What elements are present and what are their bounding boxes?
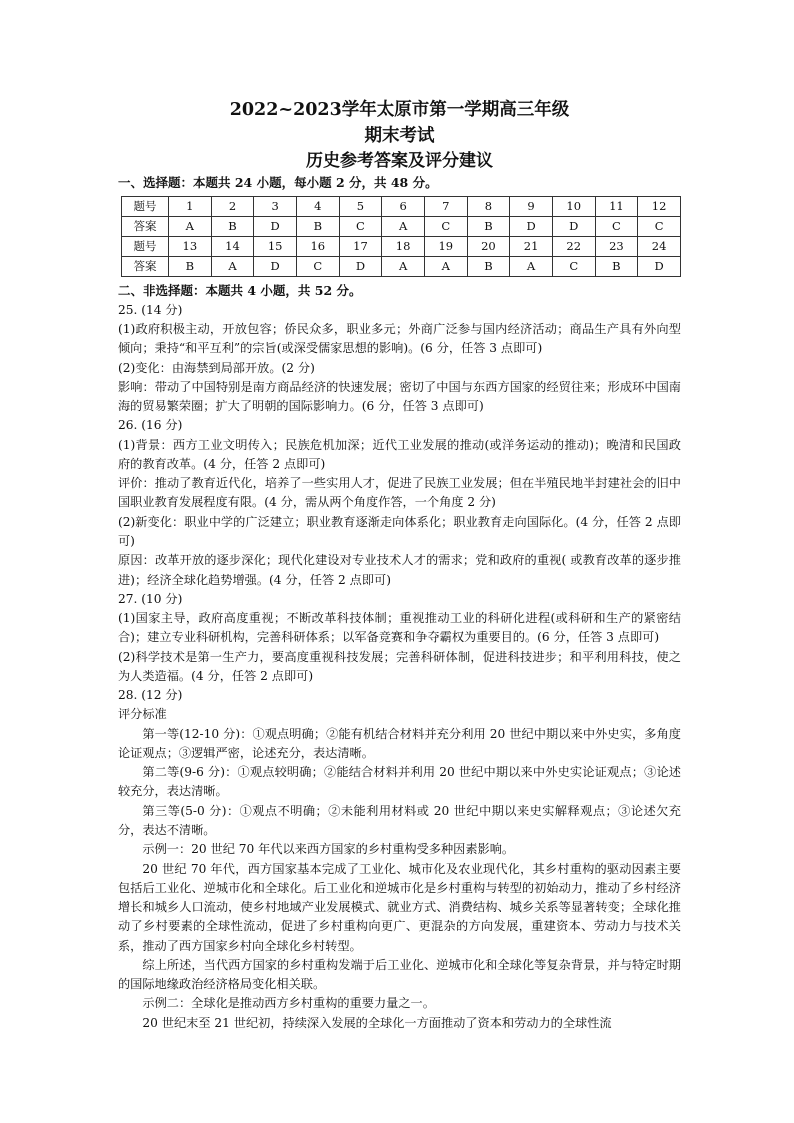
number-cell: 3 [254, 197, 297, 217]
section-2-heading: 二、非选择题：本题共 4 小题，共 52 分。 [118, 283, 362, 299]
number-cell: 17 [339, 237, 382, 257]
answer-label-cell: 答案 [122, 257, 169, 277]
answer-cell: A [510, 257, 553, 277]
document-page [118, 97, 681, 1033]
answer-cell: B [467, 217, 510, 237]
answer-cell: D [510, 217, 553, 237]
answer-cell: A [424, 257, 467, 277]
number-cell: 19 [424, 237, 467, 257]
example-1-body: 20 世纪 70 年代，西方国家基本完成了工业化、城市化及农业现代化，其乡村重构的驱动因素主要包括后工业化、逆城市化和全球化。后工业化和逆城市化是乡村重构与转型的初始动力，推动了乡村经济增长和城乡人口流动，使乡村地域产业发展模式、就业方式、消费结构、城乡关系等显著转变；全球化推动了乡村要素的全球性流动，促进了乡村重构向更广、更混杂的方向发展，重建资本、劳动力与技术关系，推动了西方国家乡村向全球化乡村转型。 [118, 861, 681, 953]
number-cell: 21 [510, 237, 553, 257]
question-25-header: 25. (14 分) [118, 302, 183, 317]
scoring-criteria-label: 评分标准 [118, 707, 167, 722]
answer-label-cell: 答案 [122, 217, 169, 237]
question-25-part-2-impact: 影响：带动了中国特别是南方商品经济的快速发展；密切了中国与东西方国家的经贸往来；形成环中国南海的贸易繁荣圈；扩大了明朝的国际影响力。(6 分，任答 3 点即可) [118, 379, 681, 414]
answer-cell: D [254, 217, 297, 237]
answer-table-row-answers-2 [122, 257, 681, 277]
answer-cell: C [424, 217, 467, 237]
answer-cell: B [296, 217, 339, 237]
header-label-cell: 题号 [122, 237, 169, 257]
answer-cell: A [382, 217, 425, 237]
number-cell: 20 [467, 237, 510, 257]
number-cell: 23 [595, 237, 638, 257]
answer-cell: A [169, 217, 212, 237]
number-cell: 8 [467, 197, 510, 217]
number-cell: 11 [595, 197, 638, 217]
answer-cell: A [211, 257, 254, 277]
question-25-part-2-change: (2)变化：由海禁到局部开放。(2 分) [118, 360, 315, 375]
number-cell: 2 [211, 197, 254, 217]
question-26-part-2-changes: (2)新变化：职业中学的广泛建立；职业教育逐渐走向体系化；职业教育走向国际化。(4 分，任答 2 点即可) [118, 514, 681, 548]
answer-cell: D [254, 257, 297, 277]
answer-cell: C [296, 257, 339, 277]
number-cell: 24 [638, 237, 681, 257]
number-cell: 7 [424, 197, 467, 217]
answer-cell: C [638, 217, 681, 237]
answer-cell: B [169, 257, 212, 277]
answer-cell: C [339, 217, 382, 237]
question-28-header: 28. (12 分) [118, 688, 183, 703]
question-27-part-1: (1)国家主导，政府高度重视；不断改革科技体制；重视推动工业的科研化进程(或科研和生产的紧密结合)；建立专业科研机构，完善科研体系；以军备竞赛和争夺霸权为重要目的。(6 分，任答 3 点即可) [118, 611, 681, 645]
question-26-part-2-reasons: 原因：改革开放的逐步深化；现代化建设对专业技术人才的需求；党和政府的重视( 或教育改革的逐步推进)；经济全球化趋势增强。(4 分，任答 2 点即可) [118, 553, 681, 587]
number-cell: 18 [382, 237, 425, 257]
section-1-heading: 一、选择题：本题共 24 小题，每小题 2 分，共 48 分。 [118, 175, 438, 191]
number-cell: 16 [296, 237, 339, 257]
number-cell: 15 [254, 237, 297, 257]
question-27-header: 27. (10 分) [118, 591, 183, 606]
answer-cell: D [638, 257, 681, 277]
header-label-cell: 题号 [122, 197, 169, 217]
answer-cell: B [595, 257, 638, 277]
number-cell: 22 [552, 237, 595, 257]
answer-table-row-answers-1 [122, 217, 681, 237]
number-cell: 4 [296, 197, 339, 217]
number-cell: 6 [382, 197, 425, 217]
question-25-part-1: (1)政府积极主动，开放包容；侨民众多，职业多元；外商广泛参与国内经济活动；商品生产具有外向型倾向；秉持“和平互利”的宗旨(或深受儒家思想的影响)。(6 分，任答 3 点即可) [118, 322, 681, 356]
grade-level-2: 第二等(9-6 分)：①观点较明确；②能结合材料并利用 20 世纪中期以来中外史实论证观点；③论述较充分，表达清晰。 [118, 765, 681, 799]
answer-table-row-numbers-2 [122, 237, 681, 257]
number-cell: 10 [552, 197, 595, 217]
title-line-3: 历史参考答案及评分建议 [306, 150, 493, 171]
number-cell: 13 [169, 237, 212, 257]
answer-table-row-numbers-1 [122, 197, 681, 217]
example-2-thesis: 示例二：全球化是推动西方乡村重构的重要力量之一。 [142, 996, 435, 1011]
example-1-conclusion: 综上所述，当代西方国家的乡村重构发端于后工业化、逆城市化和全球化等复杂背景，并与特定时期的国际地缘政治经济格局变化相关联。 [118, 957, 681, 992]
number-cell: 14 [211, 237, 254, 257]
example-2-body: 20 世纪末至 21 世纪初，持续深入发展的全球化一方面推动了资本和劳动力的全球性流 [142, 1015, 612, 1030]
answer-cell: D [339, 257, 382, 277]
answer-cell: B [211, 217, 254, 237]
number-cell: 12 [638, 197, 681, 217]
number-cell: 9 [510, 197, 553, 217]
answer-table [121, 196, 681, 277]
answer-cell: A [382, 257, 425, 277]
grade-level-1: 第一等(12-10 分)：①观点明确；②能有机结合材料并充分利用 20 世纪中期以来中外史实，多角度论证观点；③逻辑严密，论述充分，表达清晰。 [118, 726, 681, 760]
title-line-2: 期末考试 [364, 126, 435, 147]
example-1-thesis: 示例一：20 世纪 70 年代以来西方国家的乡村重构受多种因素影响。 [142, 842, 515, 857]
answer-cell: B [467, 257, 510, 277]
grade-level-3: 第三等(5-0 分)：①观点不明确；②未能利用材料或 20 世纪中期以来史实解释观点；③论述欠充分，表达不清晰。 [118, 803, 681, 837]
answer-cell: C [552, 257, 595, 277]
question-26-part-1-evaluation: 评价：推动了教育近代化，培养了一些实用人才，促进了民族工业发展；但在半殖民地半封建社会的旧中国职业教育发展程度有限。(4 分，需从两个角度作答，一个角度 2 分) [118, 476, 681, 510]
question-26-part-1-background: (1)背景：西方工业文明传入；民族危机加深；近代工业发展的推动(或洋务运动的推动)；晚清和民国政府的教育改革。(4 分，任答 2 点即可) [118, 437, 681, 471]
question-26-header: 26. (16 分) [118, 418, 183, 433]
answer-cell: D [552, 217, 595, 237]
number-cell: 1 [169, 197, 212, 217]
number-cell: 5 [339, 197, 382, 217]
title-line-1: 2022~2023学年太原市第一学期高三年级 [229, 100, 570, 120]
question-27-part-2: (2)科学技术是第一生产力，要高度重视科技发展；完善科研体制，促进科技进步；和平利用科技，使之为人类造福。(4 分，任答 2 点即可) [118, 649, 681, 683]
answer-cell: C [595, 217, 638, 237]
